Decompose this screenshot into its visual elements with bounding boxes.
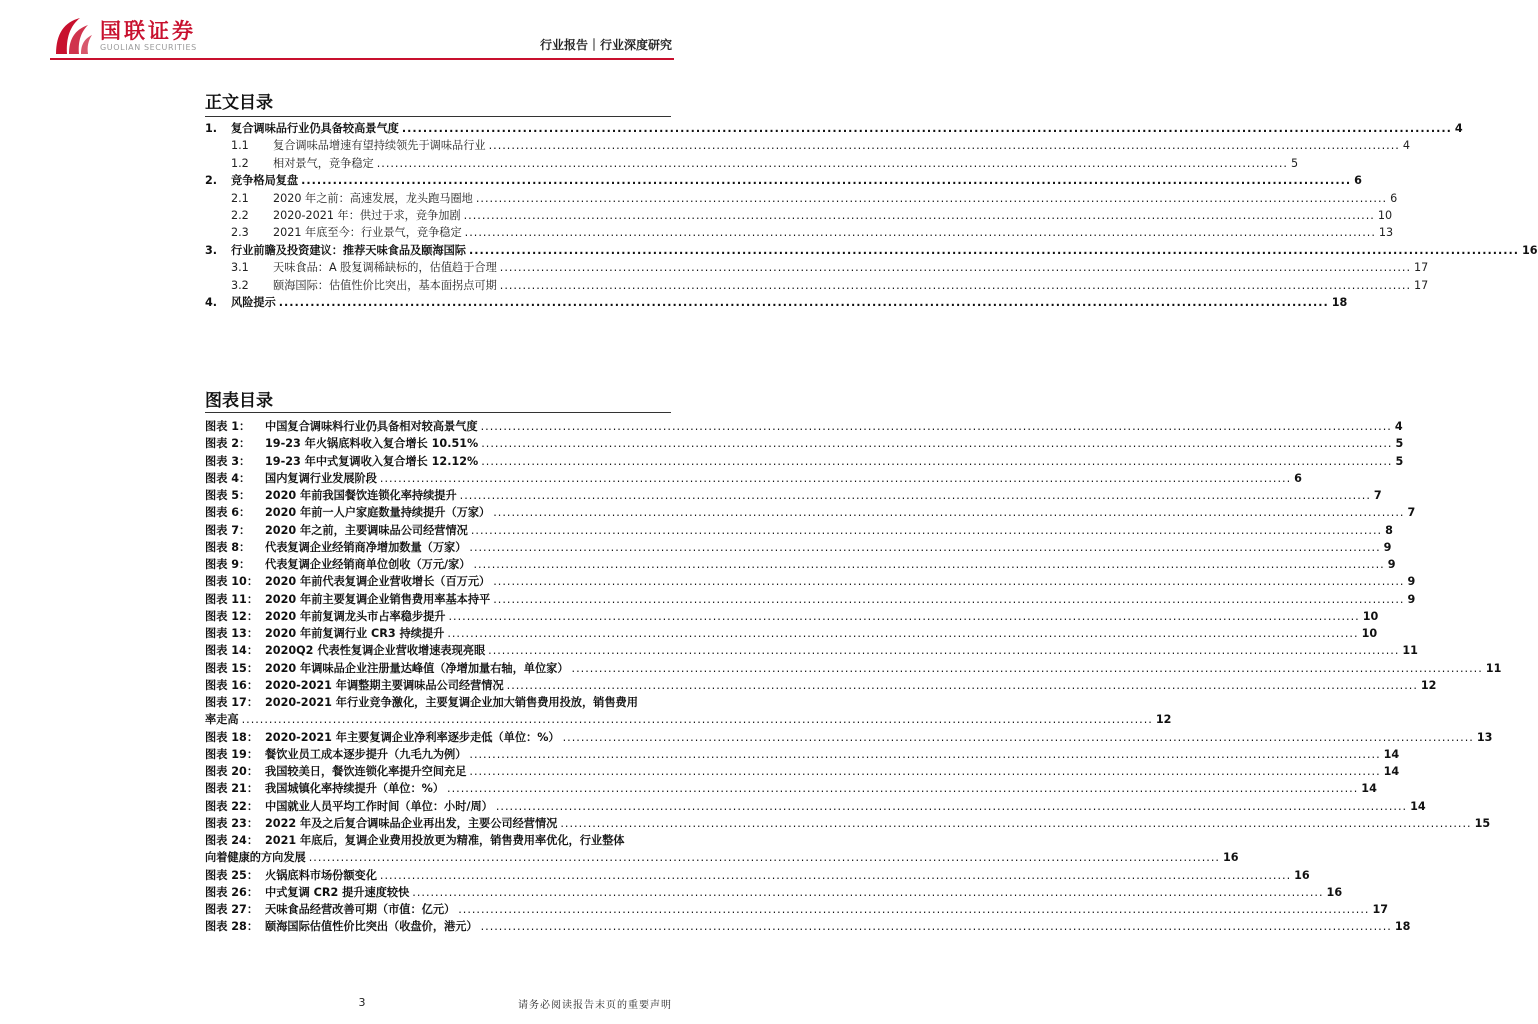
figure-entry-label: 图表 28： [205,920,259,934]
toc-entry-number: 1.1 [231,139,249,153]
figure-entry[interactable] [205,746,1400,763]
dot-leader: ........................................................................................................................................................................................................ [481,454,1393,468]
figure-entry[interactable] [205,608,1379,625]
dot-leader: ........................................................................................................................................................................................................ [464,226,1376,240]
figure-entry[interactable] [205,504,1416,521]
figure-entry-title: 19-23 年火锅底料收入复合增长 10.51% [265,437,479,451]
figure-entry-title: 2020-2021 年主要复调企业净利率逐步走低（单位：%） [265,730,560,744]
figure-entry[interactable] [205,918,1411,935]
dot-leader: ........................................................................................................................................................................................................ [447,782,1359,796]
figure-entry[interactable] [205,884,1343,901]
figure-entry[interactable] [205,901,1389,918]
figure-entry-label: 图表 7： [205,523,251,537]
toc-entry-title: 复合调味品行业仍具备较高景气度 [231,122,399,135]
toc-divider [205,116,671,117]
figure-entry-title: 火锅底料市场份额变化 [265,868,377,882]
dot-leader: ........................................................................................................................................................................................................ [481,437,1393,451]
dot-leader: ........................................................................................................................................................................................................ [448,609,1360,623]
toc-entry[interactable] [205,155,1299,172]
toc-entry[interactable] [205,224,1394,241]
figure-entry-title: 代表复调企业经销商单位创收（万元/家） [265,558,471,571]
disclaimer-note: 请务必阅读报告末页的重要声明 [518,1000,672,1011]
figure-entry-title: 2022 年及之后复合调味品企业再出发，主要公司经营情况 [265,816,558,830]
toc-entry-number: 1.2 [231,156,249,170]
figure-entry-label: 图表 12： [205,609,259,623]
toc-entry[interactable] [205,120,1463,137]
dot-leader: ........................................................................................................................................................................................................ [493,575,1405,589]
toc-entry-title: 复合调味品增速有望持续领先于调味品行业 [273,139,486,153]
dot-leader: ........................................................................................................................................................................................................ [495,799,1408,813]
toc-entry-page: 6 [1390,191,1398,205]
figure-entry-title: 2021 年底后，复调企业费用投放更为精准，销售费用率优化，行业整体 [265,834,625,847]
figure-entry-page: 10 [1361,627,1378,640]
guolian-logo-icon [50,16,94,56]
logo-english-name: GUOLIAN SECURITIES [100,43,197,52]
dot-leader: ........................................................................................................................................................................................................ [480,920,1392,934]
dot-leader: ........................................................................................................................................................................................................ [571,661,1483,675]
figure-entry-label: 图表 24： [205,834,259,847]
figure-entry-page: 11 [1485,661,1502,675]
toc-entry-number: 3. [205,243,218,257]
page-number: 3 [358,996,366,1009]
toc-entry[interactable] [205,242,1538,259]
figure-entry-label: 图表 22： [205,799,259,813]
figure-entry-page: 15 [1474,816,1491,830]
figure-entry-title: 2020 年调味品企业注册量达峰值（净增加量右轴，单位家） [265,661,569,675]
figure-entry-title: 2020 年之前，主要调味品公司经营情况 [265,523,468,537]
figure-entry[interactable] [205,556,1396,573]
figure-entry-label: 图表 10： [205,575,259,589]
header-divider [50,58,674,60]
figure-entry[interactable] [205,625,1378,642]
toc-list [205,120,1538,311]
toc-entry-number: 3.1 [231,261,249,275]
figure-entry[interactable] [205,642,1418,659]
dot-leader: ........................................................................................................................................................................................................ [468,243,1519,257]
toc-entry-number: 1. [205,122,218,135]
figure-entry[interactable] [205,677,1437,694]
figure-entry-page: 12 [1420,678,1437,692]
dot-leader: ........................................................................................................................................................................................................ [475,191,1388,205]
figure-entry-label: 图表 9： [205,558,251,571]
figure-entry[interactable] [205,591,1416,608]
figure-entry[interactable] [205,763,1400,780]
figure-entry-title: 2020-2021 年调整期主要调味品公司经营情况 [265,678,504,692]
figure-entry-label: 图表 14： [205,644,259,658]
dot-leader: ........................................................................................................................................................................................................ [278,295,1329,309]
toc-entry-title: 竞争格局复盘 [231,174,299,188]
figure-entry-page: 5 [1395,437,1404,451]
figure-entry-page: 9 [1407,575,1416,589]
dot-leader: ........................................................................................................................................................................................................ [469,540,1381,554]
figure-entry-title: 2020 年前代表复调企业营收增长（百万元） [265,575,491,589]
figure-entry-label: 图表 4： [205,471,251,485]
figure-entry-label: 图表 17： [205,696,259,709]
toc-entry-page: 17 [1414,261,1429,275]
figure-entry-page: 11 [1402,644,1418,658]
figure-entry-label: 图表 11： [205,592,259,606]
toc-entry-number: 2.3 [231,226,249,240]
figure-entry-continuation[interactable] [205,711,1172,728]
figure-entry-title: 国内复调行业发展阶段 [265,471,377,485]
figure-entry-page: 14 [1361,782,1377,796]
figure-entry-page: 14 [1383,765,1400,778]
figure-entry-label: 图表 1： [205,420,251,433]
figure-entry[interactable] [205,694,671,711]
figure-entry-title-cont: 率走高 [205,713,239,727]
figure-entry-page: 12 [1155,713,1172,727]
figure-entry-title: 2020 年前主要复调企业销售费用率基本持平 [265,592,491,606]
dot-leader: ........................................................................................................................................................................................................ [401,122,1452,135]
figure-entry-page: 13 [1476,730,1493,744]
figure-entry-title: 颐海国际估值性价比突出（收盘价，港元） [265,920,478,934]
figure-entry-continuation[interactable] [205,849,1239,866]
toc-entry-page: 13 [1378,226,1394,240]
figure-entry-title: 中国就业人员平均工作时间（单位：小时/周） [265,799,493,813]
figure-entry-label: 图表 6： [205,506,251,520]
dot-leader: ........................................................................................................................................................................................................ [459,489,1371,502]
toc-entry-page: 5 [1290,156,1299,170]
figure-entry[interactable] [205,729,1493,746]
figure-entry-page: 16 [1326,885,1343,899]
toc-entry-number: 2.1 [231,191,249,205]
figure-entry-label: 图表 2： [205,437,251,451]
figure-entry-title: 2020 年前复调行业 CR3 持续提升 [265,627,445,640]
figure-entry[interactable] [205,418,1403,435]
figure-entry-page: 7 [1407,506,1416,520]
toc-entry-page: 6 [1354,174,1362,188]
figure-entry-label: 图表 18： [205,730,259,744]
page-header [0,0,724,62]
toc-entry-title: 颐海国际：估值性价比突出，基本面拐点可期 [273,278,497,292]
toc-entry-title: 风险提示 [231,295,276,309]
figure-entry-title: 我国较美日，餐饮连锁化率提升空间充足 [265,765,467,778]
figure-entry-page: 9 [1407,592,1416,606]
figure-entry-title: 2020 年前复调龙头市占率稳步提升 [265,609,446,623]
toc-entry-title: 天味食品：A 股复调稀缺标的，估值趋于合理 [273,261,497,275]
figure-entry-label: 图表 25： [205,868,259,882]
toc-entry-page: 17 [1414,278,1429,292]
figure-entry-page: 16 [1294,868,1310,882]
toc-entry-page: 10 [1377,208,1393,222]
figure-entry-title: 2020 年前我国餐饮连锁化率持续提升 [265,489,457,502]
figure-entry-label: 图表 26： [205,885,259,899]
figure-entry-page: 18 [1394,920,1411,934]
dot-leader: ........................................................................................................................................................................................................ [473,558,1385,571]
figure-entry-label: 图表 20： [205,765,259,778]
dot-leader: ........................................................................................................................................................................................................ [463,208,1375,222]
figure-entry-page: 5 [1395,454,1404,468]
logo-chinese-name: 国联证券 [100,19,196,43]
toc-entry[interactable] [205,137,1410,154]
toc-entry-number: 3.2 [231,278,249,292]
figure-entry-label: 图表 27： [205,903,259,916]
figures-list [205,418,1502,936]
figure-entry[interactable] [205,470,1302,487]
figures-title: 图表目录 [205,391,273,411]
toc-entry-number: 2. [205,174,218,188]
dot-leader: ........................................................................................................................................................................................................ [412,885,1324,899]
toc-entry[interactable] [205,190,1398,207]
dot-leader: ........................................................................................................................................................................................................ [562,730,1474,744]
figure-entry-page: 14 [1410,799,1426,813]
figure-entry-title: 2020Q2 代表性复调企业营收增速表现亮眼 [265,644,486,658]
figure-entry[interactable] [205,660,1502,677]
figure-entry-label: 图表 19： [205,747,259,761]
dot-leader: ........................................................................................................................................................................................................ [447,627,1359,640]
figure-entry-title: 2020-2021 年行业竞争激化，主要复调企业加大销售费用投放，销售费用 [265,696,638,709]
figure-entry-title: 中式复调 CR2 提升速度较快 [265,885,410,899]
figure-entry-title: 我国城镇化率持续提升（单位：%） [265,782,445,796]
figure-entry-page: 8 [1385,523,1393,537]
figure-entry-title: 天味食品经营改善可期（市值：亿元） [265,903,456,916]
dot-leader: ........................................................................................................................................................................................................ [480,420,1392,433]
figure-entry-title-cont: 向着健康的方向发展 [205,851,306,865]
dot-leader: ........................................................................................................................................................................................................ [470,523,1383,537]
toc-entry-title: 2020-2021 年：供过于求，竞争加剧 [273,208,461,222]
figure-entry[interactable] [205,453,1404,470]
figure-entry-title: 19-23 年中式复调收入复合增长 12.12% [265,454,479,468]
dot-leader: ........................................................................................................................................................................................................ [301,174,1352,188]
dot-leader: ........................................................................................................................................................................................................ [560,816,1472,830]
figure-entry[interactable] [205,867,1310,884]
dot-leader: ........................................................................................................................................................................................................ [458,903,1370,916]
toc-entry-title: 2021 年底至今：行业景气，竞争稳定 [273,226,462,240]
figure-entry-label: 图表 23： [205,816,259,830]
figure-entry-title: 代表复调企业经销商净增加数量（万家） [265,540,467,554]
dot-leader: ........................................................................................................................................................................................................ [308,851,1220,865]
dot-leader: ........................................................................................................................................................................................................ [376,156,1288,170]
dot-leader: ........................................................................................................................................................................................................ [493,592,1405,606]
dot-leader: ........................................................................................................................................................................................................ [488,644,1400,658]
figure-entry[interactable] [205,435,1404,452]
figure-entry-page: 17 [1372,903,1389,916]
figure-entry[interactable] [205,539,1392,556]
figure-entry-label: 图表 15： [205,661,259,675]
figure-entry-title: 餐饮业员工成本逐步提升（九毛九为例） [265,747,467,761]
toc-entry[interactable] [205,172,1362,189]
figure-entry-title: 2020 年前一人户家庭数量持续提升（万家） [265,506,491,520]
figure-entry[interactable] [205,573,1416,590]
toc-title: 正文目录 [205,93,273,113]
toc-entry[interactable] [205,277,1429,294]
toc-entry-page: 4 [1402,139,1410,153]
dot-leader: ........................................................................................................................................................................................................ [493,506,1405,520]
dot-leader: ........................................................................................................................................................................................................ [379,868,1292,882]
figures-divider [205,412,671,413]
figure-entry-label: 图表 8： [205,540,251,554]
dot-leader: ........................................................................................................................................................................................................ [506,678,1418,692]
toc-entry-page: 18 [1331,295,1348,309]
figure-entry-label: 图表 16： [205,678,259,692]
figure-entry-page: 4 [1394,420,1403,433]
figure-entry[interactable] [205,832,671,849]
dot-leader: ........................................................................................................................................................................................................ [379,471,1292,485]
dot-leader: ........................................................................................................................................................................................................ [499,278,1412,292]
report-type-label: 行业报告｜行业深度研究 [539,38,672,52]
company-logo [50,16,197,56]
toc-entry-page: 4 [1454,122,1463,135]
dot-leader: ........................................................................................................................................................................................................ [499,261,1412,275]
dot-leader: ........................................................................................................................................................................................................ [488,139,1400,153]
figure-entry-label: 图表 21： [205,782,259,796]
toc-entry[interactable] [205,259,1429,276]
toc-entry[interactable] [205,207,1393,224]
toc-entry-title: 相对景气，竞争稳定 [273,156,374,170]
figure-entry-page: 9 [1387,558,1396,571]
toc-entry-title: 行业前瞻及投资建议：推荐天味食品及颐海国际 [231,243,466,257]
figure-entry-page: 9 [1383,540,1392,554]
figure-entry-label: 图表 5： [205,489,251,502]
figure-entry[interactable] [205,522,1393,539]
toc-entry-number: 4. [205,295,218,309]
figure-entry-page: 6 [1294,471,1302,485]
figure-entry-page: 16 [1222,851,1239,865]
figure-entry-label: 图表 3： [205,454,251,468]
figure-entry[interactable] [205,798,1426,815]
figure-entry[interactable] [205,815,1491,832]
figure-entry[interactable] [205,487,1382,504]
toc-entry[interactable] [205,294,1348,311]
figure-entry-page: 10 [1362,609,1379,623]
dot-leader: ........................................................................................................................................................................................................ [241,713,1153,727]
figure-entry-page: 14 [1383,747,1400,761]
toc-entry-title: 2020 年之前：高速发展，龙头跑马圈地 [273,191,473,205]
dot-leader: ........................................................................................................................................................................................................ [469,765,1381,778]
dot-leader: ........................................................................................................................................................................................................ [469,747,1381,761]
figure-entry[interactable] [205,780,1377,797]
figure-entry-page: 7 [1373,489,1382,502]
figure-entry-title: 中国复合调味料行业仍具备相对较高景气度 [265,420,478,433]
toc-entry-number: 2.2 [231,208,249,222]
toc-entry-page: 16 [1521,243,1538,257]
figure-entry-label: 图表 13： [205,627,259,640]
